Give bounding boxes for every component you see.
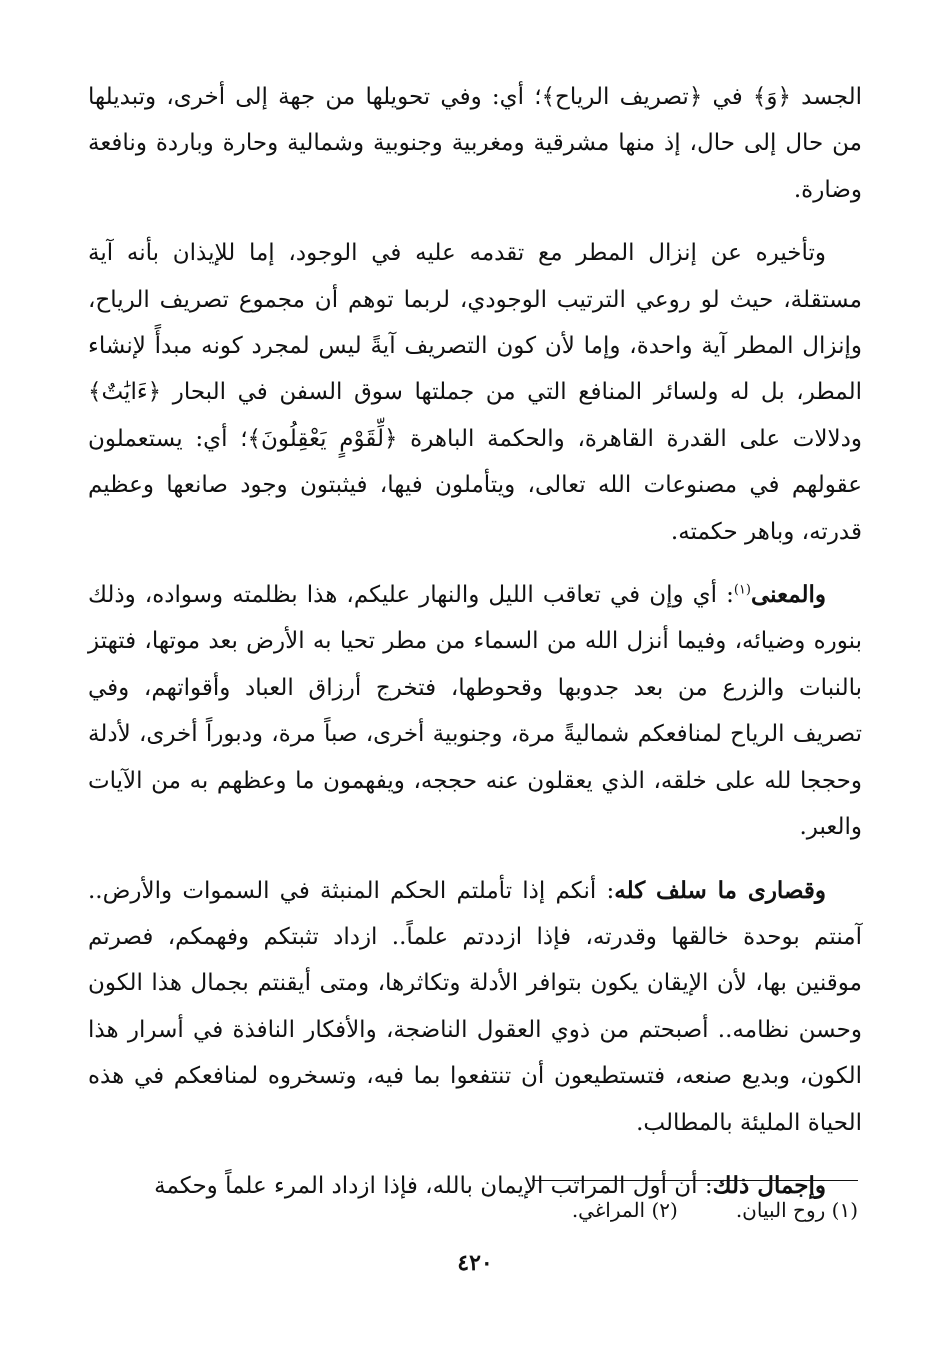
footnote-ref-1: (١) xyxy=(733,582,751,598)
paragraph-3-text: : أي وإن في تعاقب الليل والنهار عليكم، هذا بظلمته وسواده، وذلك بنوره وضيائه، وفيما أنزل الله من السماء من مطر تحيا به الأرض بعد موتها، فتهتز بالنبات والزرع من بعد جدوبها وقحوطها، فتخرج أرزاق العباد وأقواتهم، وفي تصريف الرياح لمنافعكم شماليةً مرة، وجنوبية أخرى، صباً مرة، ودبوراً أخرى، لأدلة وحججا لله على خلقه، الذي يعقلون عنه حججه، ويفهمون ما وعظهم به من الآيات والعبر. xyxy=(88,582,862,841)
paragraph-1 xyxy=(88,74,862,213)
paragraph-4-text: : أنكم إذا تأملتم الحكم المنبثة في السموات والأرض.. آمنتم بوحدة خالقها وقدرته، فإذا ازددتم علماً.. ازداد تثبتكم وفهمكم، فصرتم موقنين بها، لأن الإيقان يكون بتوافر الأدلة وتكاثرها، ومتى أيقنتم بجمال هذا الكون وحسن نظامه.. أصبحتم من ذوي العقول الناضجة، والأفكار النافذة في أسرار هذا الكون، وبديع صنعه، فتستطيعون أن تنتفعوا بما فيه، وتسخروه لمنافعكم في هذه الحياة المليئة بالمطالب. xyxy=(88,877,862,1136)
paragraph-2-text: وتأخيره عن إنزال المطر مع تقدمه عليه في الوجود، إما للإيذان بأنه آية مستقلة، حيث لو روعي الترتيب الوجودي، لربما توهم أن مجموع تصريف الرياح، وإنزال المطر آية واحدة، وإما لأن كون التصريف آيةً ليس لمجرد كونه مبدأً لإنشاء المطر، بل له ولسائر المنافع التي من جملتها سوق السفن في البحار ﴿ءَايَٰتٌ﴾ ودلالات على القدرة القاهرة، والحكمة الباهرة ﴿لِّقَوْمٍ يَعْقِلُونَ﴾؛ أي: يستعملون عقولهم في مصنوعات الله تعالى، ويتأملون فيها، فيثبتون وجود صانعها وعظيم قدرته، وباهر حكمته. xyxy=(88,240,862,545)
footnote-1: (١) روح البيان. xyxy=(735,1198,858,1222)
footnotes xyxy=(514,1196,858,1224)
paragraph-4 xyxy=(88,868,862,1146)
paragraph-3 xyxy=(88,572,862,850)
paragraph-1-text: الجسد ﴿وَ﴾ في ﴿تصريف الرياح﴾؛ أي: وفي تحويلها من جهة إلى أخرى، وتبديلها من حال إلى حال، إذ منها مشرقية ومغربية وجنوبية وشمالية وحارة وباردة ونافعة وضارة. xyxy=(88,84,862,203)
paragraph-5-lead: وإجمال ذلك xyxy=(712,1171,826,1199)
paragraph-5-text: : أن أول المراتب الإيمان بالله، فإذا ازداد المرء علماً وحكمة xyxy=(154,1172,713,1199)
paragraph-2 xyxy=(88,230,862,555)
page-body xyxy=(88,74,862,1226)
page-number: ٤٢٠ xyxy=(457,1250,493,1276)
footnote-2: (٢) المراغي. xyxy=(571,1198,678,1222)
paragraph-3-lead: والمعنى xyxy=(750,581,826,609)
paragraph-4-lead: وقصارى ما سلف كله xyxy=(614,876,826,904)
footnote-separator xyxy=(532,1180,858,1181)
